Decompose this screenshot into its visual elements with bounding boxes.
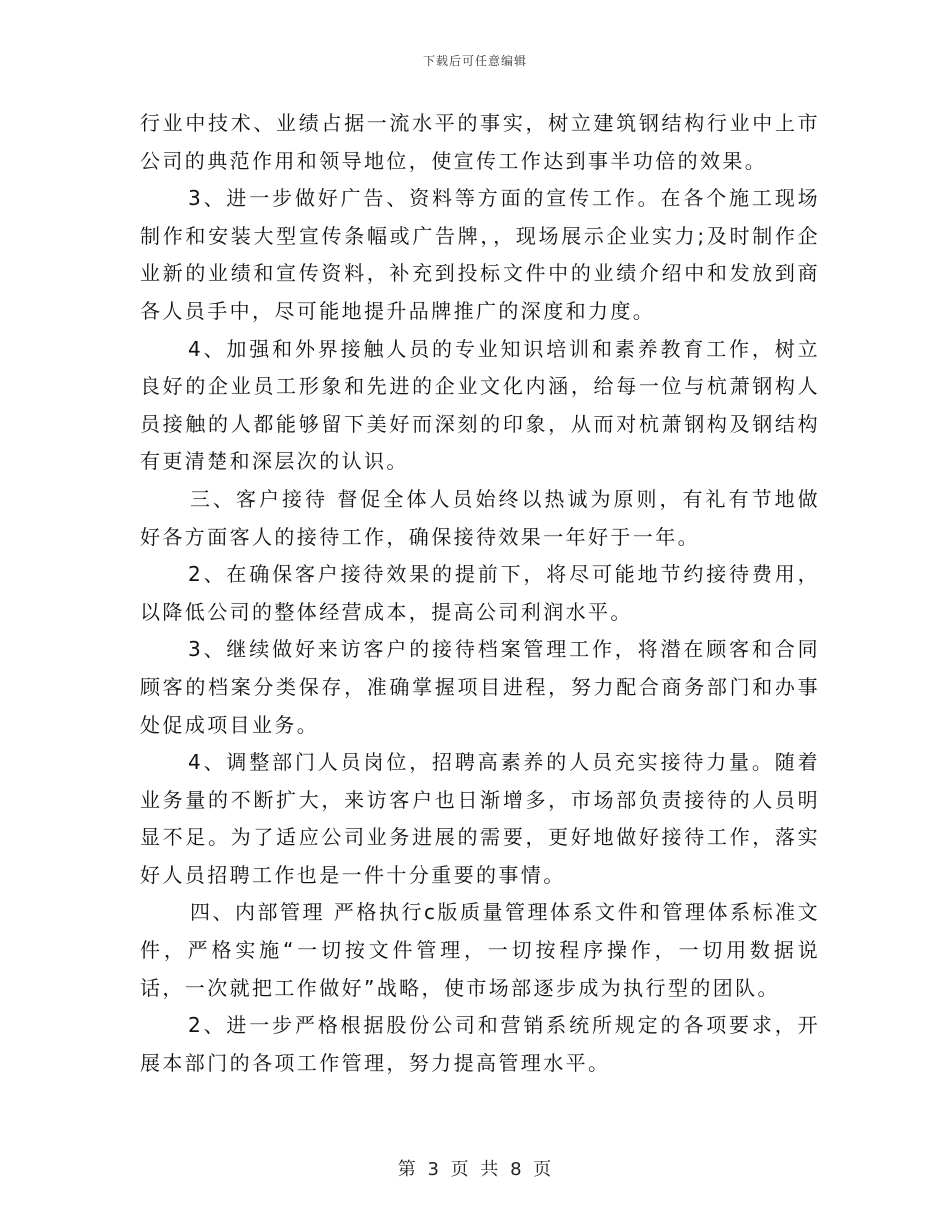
paragraph: 行业中技术、业绩占据一流水平的事实，树立建筑钢结构行业中上市公司的典范作用和领导地位，使宣传工作达到事半功倍的效果。 bbox=[140, 111, 820, 173]
page-number: 第 3 页 共 8 页 bbox=[397, 1159, 553, 1180]
paragraph: 4、加强和外界接触人员的专业知识培训和素养教育工作，树立良好的企业员工形象和先进的企业文化内涵，给每一位与杭萧钢构人员接触的人都能够留下美好而深刻的印象，从而对杭萧钢构及钢结构有更清楚和深层次的认识。 bbox=[140, 336, 820, 474]
paragraph: 2、进一步严格根据股份公司和营销系统所规定的各项要求，开展本部门的各项工作管理，努力提高管理水平。 bbox=[140, 1013, 820, 1075]
document-body bbox=[140, 105, 820, 1082]
section-heading-paragraph: 三、客户接待 督促全体人员始终以热诚为原则，有礼有节地做好各方面客人的接待工作，确保接待效果一年好于一年。 bbox=[140, 486, 820, 549]
page-header: 下载后可任意编辑 bbox=[422, 54, 527, 68]
paragraph: 2、在确保客户接待效果的提前下，将尽可能地节约接待费用，以降低公司的整体经营成本，提高公司利润水平。 bbox=[140, 562, 820, 624]
paragraph: 3、进一步做好广告、资料等方面的宣传工作。在各个施工现场制作和安装大型宣传条幅或广告牌，，现场展示企业实力;及时制作企业新的业绩和宣传资料，补充到投标文件中的业绩介绍中和发放到商各人员手中，尽可能地提升品牌推广的深度和力度。 bbox=[140, 186, 820, 323]
paragraph: 4、调整部门人员岗位，招聘高素养的人员充实接待力量。随着业务量的不断扩大，来访客户也日渐增多，市场部负责接待的人员明显不足。为了适应公司业务进展的需要，更好地做好接待工作，落实好人员招聘工作也是一件十分重要的事情。 bbox=[140, 750, 820, 887]
section-heading-paragraph: 四、内部管理 严格执行c版质量管理体系文件和管理体系标准文件，严格实施“一切按文件管理，一切按程序操作，一切用数据说话，一次就把工作做好”战略，使市场部逐步成为执行型的团队。 bbox=[140, 900, 820, 1000]
paragraph: 3、继续做好来访客户的接待档案管理工作，将潜在顾客和合同顾客的档案分类保存，准确掌握项目进程，努力配合商务部门和办事处促成项目业务。 bbox=[140, 637, 820, 737]
